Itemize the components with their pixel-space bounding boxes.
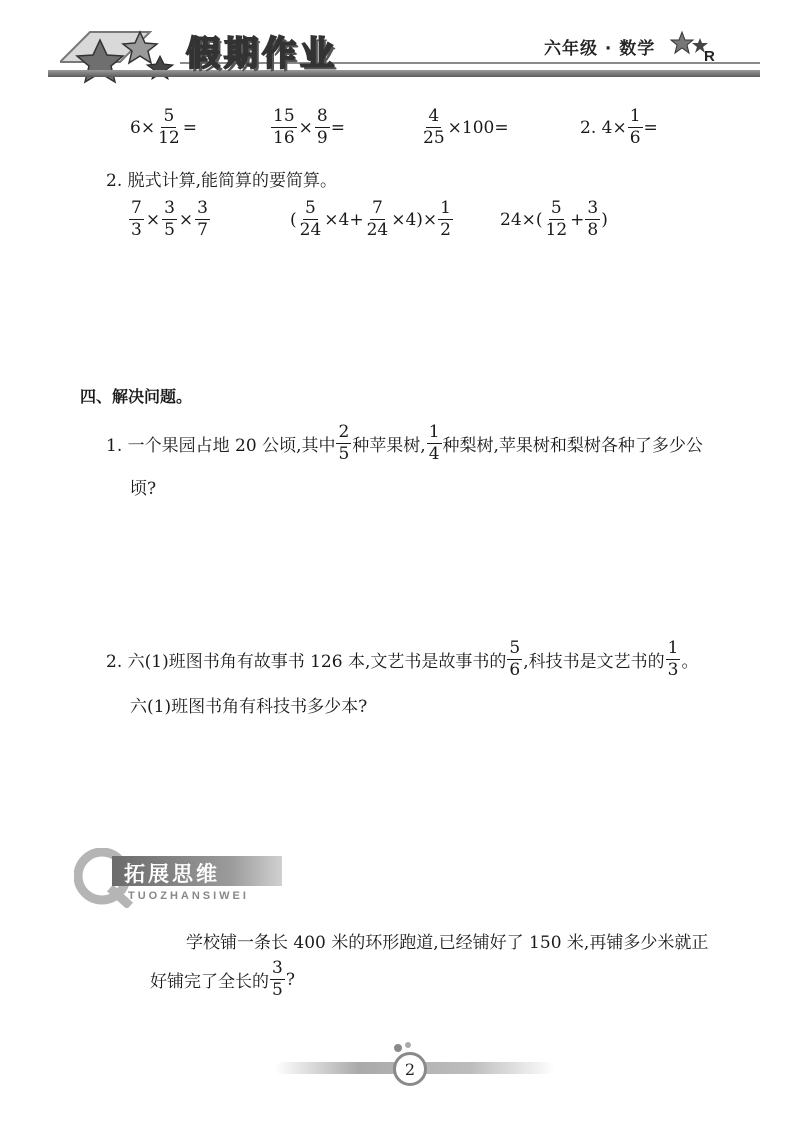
fraction: $\frac{15}{16}$ (273, 106, 295, 148)
calc-item-1 (130, 108, 197, 147)
extension-problem-line-1: 学校铺一条长 400 米的环形跑道,已经铺好了 150 米,再铺多少米就正 (186, 933, 709, 953)
problem-text: ? (285, 969, 295, 990)
calc-item-3 (420, 108, 509, 147)
extension-title: 拓展思维 (124, 862, 220, 886)
expression-1 (128, 200, 211, 239)
fraction: $\frac{5}{12}$ (158, 106, 180, 148)
page-number (393, 1052, 427, 1086)
problem-text: 2. 六(1)班图书角有故事书 126 本,文艺书是故事书的 (106, 652, 507, 672)
calc-item-2 (270, 108, 345, 147)
operator: × (178, 209, 194, 230)
fraction: $\frac{4}{25}$ (423, 106, 445, 148)
expression-2 (290, 200, 454, 239)
problem-2-line-2: 六(1)班图书角有科技书多少本? (130, 697, 368, 717)
paren: ( (290, 209, 297, 230)
fraction: $\frac{1}{3}$ (667, 638, 679, 680)
fraction: $\frac{2}{5}$ (338, 422, 350, 464)
page-title: 假期作业 (186, 34, 338, 74)
extension-subtitle: TUOZHANSIWEI (128, 890, 249, 902)
fraction: $\frac{3}{5}$ (272, 958, 283, 1000)
fraction: $\frac{7}{24}$ (366, 198, 389, 240)
problem-text: 种梨树,苹果树和梨树各种了多少公 (442, 436, 703, 456)
problem-text: 好铺完了全长的 (150, 972, 269, 992)
fraction: $\frac{1}{4}$ (428, 422, 440, 464)
fraction: $\frac{1}{2}$ (440, 198, 451, 240)
operator: + (570, 209, 585, 230)
operator: × (298, 117, 313, 138)
fraction: $\frac{3}{5}$ (164, 198, 175, 240)
problem-text: ,科技书是文艺书的 (523, 652, 665, 672)
problem-text: 种苹果树, (352, 436, 426, 456)
operator: ×4)× (391, 209, 438, 230)
problem-1-line-1 (106, 424, 703, 463)
section-4-title: 四、解决问题。 (80, 387, 193, 406)
fraction: $\frac{5}{24}$ (299, 198, 322, 240)
fraction: $\frac{1}{6}$ (629, 106, 641, 148)
equals-sign: = (330, 117, 345, 138)
extension-problem-line-2 (150, 960, 295, 999)
calc-prefix: 6× (130, 117, 156, 138)
problem-1-line-2: 顷? (130, 479, 157, 499)
fraction: $\frac{3}{7}$ (197, 198, 208, 240)
fraction: $\frac{3}{8}$ (587, 198, 599, 240)
fraction: $\frac{7}{3}$ (131, 198, 142, 240)
edition-badge: R (704, 48, 715, 65)
fraction: $\frac{5}{12}$ (545, 198, 568, 240)
equals-sign: = (643, 117, 658, 138)
header-bar (48, 70, 760, 77)
calc-item-4 (580, 108, 658, 147)
calc-prefix: 2. 4× (580, 117, 627, 138)
header-star-logo (60, 22, 190, 94)
problem-text: 。 (681, 652, 699, 672)
fraction: $\frac{8}{9}$ (316, 106, 328, 148)
problem-text: 1. 一个果园占地 20 公顷,其中 (106, 436, 336, 456)
calc-suffix: ×100= (447, 117, 509, 138)
question-2-label: 2. 脱式计算,能简算的要简算。 (106, 171, 338, 191)
operator: ×4+ (324, 209, 364, 230)
page-number-text: 2 (404, 1059, 416, 1079)
fraction: $\frac{5}{6}$ (509, 638, 521, 680)
paren: ) (601, 209, 608, 230)
problem-2-line-1 (106, 640, 698, 679)
grade-subject-label: 六年级 · 数学 (544, 39, 656, 59)
operator: × (145, 209, 161, 230)
operator: 24×( (500, 209, 543, 230)
expression-3 (500, 200, 608, 239)
equals-sign: = (182, 117, 197, 138)
